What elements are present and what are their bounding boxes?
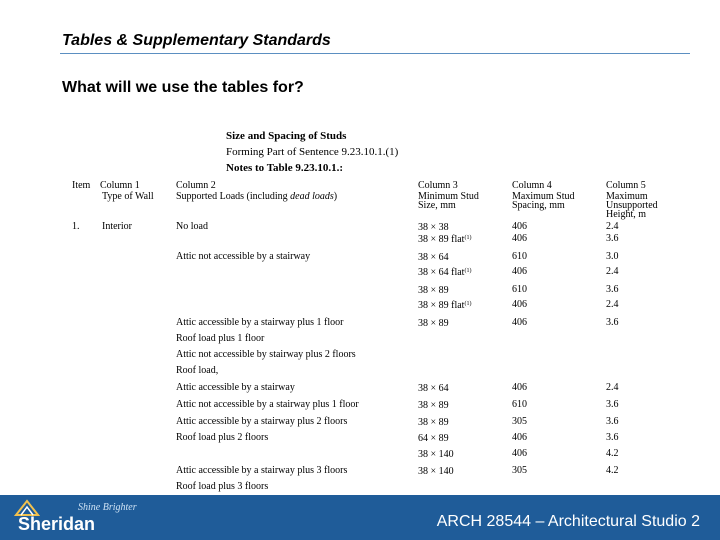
stud-spacing-cell: 610: [512, 251, 527, 262]
stud-size-cell: 38 × 89: [418, 285, 449, 296]
stud-height-cell: 3.6: [606, 416, 619, 427]
header-col3-unit: Size, mm: [418, 200, 456, 211]
stud-height-cell: 2.4: [606, 382, 619, 393]
stud-spacing-cell: 406: [512, 432, 527, 443]
load-cell: Attic not accessible by a stairway: [176, 251, 311, 262]
stud-spacing-cell: 610: [512, 399, 527, 410]
load-cell: Attic accessible by a stairway plus 2 floors: [176, 416, 348, 427]
stud-height-cell: 2.4: [606, 299, 619, 310]
load-cell: Attic accessible by a stairway plus 3 floors: [176, 465, 348, 476]
stud-size-cell: 38 × 89: [418, 417, 449, 428]
stud-size-cell: 38 × 89 flat$^{(1)}$: [418, 234, 472, 245]
stud-height-cell: 3.6: [606, 317, 619, 328]
header-col5-unit: Height, m: [606, 209, 646, 220]
load-cell: Attic accessible by a stairway plus 1 floor: [176, 317, 344, 328]
stud-spacing-cell: 406: [512, 299, 527, 310]
stud-height-cell: 3.6: [606, 399, 619, 410]
load-cell: Roof load plus 1 floor: [176, 333, 265, 344]
stud-size-cell: 64 × 89: [418, 433, 449, 444]
stud-size-cell: 38 × 140: [418, 449, 454, 460]
stud-spacing-cell: 406: [512, 221, 527, 232]
header-item: Item: [72, 180, 91, 191]
load-cell: Roof load,: [176, 365, 219, 376]
load-cell: Attic not accessible by stairway plus 2 floors: [176, 349, 356, 360]
header-col1-label: Type of Wall: [102, 191, 154, 202]
title-divider: [60, 53, 690, 54]
stud-spacing-cell: 305: [512, 465, 527, 476]
table-caption-title: Size and Spacing of Studs: [226, 130, 347, 142]
stud-size-cell: 38 × 89: [418, 400, 449, 411]
brand-tagline: Shine Brighter: [78, 502, 137, 513]
stud-size-cell: 38 × 89 flat$^{(1)}$: [418, 300, 472, 311]
slide-question: What will we use the tables for?: [62, 79, 304, 96]
header-col1-title: Column 1: [100, 180, 140, 191]
course-title: ARCH 28544 – Architectural Studio 2: [436, 513, 700, 530]
stud-size-cell: 38 × 64: [418, 383, 449, 394]
header-col4-unit: Spacing, mm: [512, 200, 565, 211]
stud-height-cell: 4.2: [606, 448, 619, 459]
stud-spacing-cell: 406: [512, 317, 527, 328]
header-col2-title: Column 2: [176, 180, 216, 191]
header-col4-label: Maximum Stud: [512, 191, 575, 202]
header-col5-title: Column 5: [606, 180, 646, 191]
item-number: 1.: [72, 221, 80, 232]
stud-height-cell: 3.0: [606, 251, 619, 262]
wall-type: Interior: [102, 221, 132, 232]
stud-spacing-cell: 406: [512, 233, 527, 244]
stud-spacing-cell: 406: [512, 448, 527, 459]
header-col3-title: Column 3: [418, 180, 458, 191]
stud-spacing-cell: 406: [512, 266, 527, 277]
stud-height-cell: 3.6: [606, 233, 619, 244]
table-caption-notes: Notes to Table 9.23.10.1.:: [226, 162, 344, 174]
stud-height-cell: 2.4: [606, 221, 619, 232]
stud-height-cell: 3.6: [606, 284, 619, 295]
brand-name: Sheridan: [18, 514, 96, 534]
stud-size-cell: 38 × 64: [418, 252, 449, 263]
stud-size-cell: 38 × 38: [418, 222, 449, 233]
load-cell: Roof load plus 2 floors: [176, 432, 269, 443]
stud-size-cell: 38 × 89: [418, 318, 449, 329]
load-cell: Attic not accessible by a stairway plus 1 floor: [176, 399, 359, 410]
stud-spacing-cell: 610: [512, 284, 527, 295]
header-col3-label: Minimum Stud: [418, 191, 479, 202]
stud-height-cell: 3.6: [606, 432, 619, 443]
table-caption-reference: Forming Part of Sentence 9.23.10.1.(1): [226, 146, 399, 158]
slide-title: Tables & Supplementary Standards: [62, 32, 331, 49]
header-col2-label: Supported Loads (including dead loads): [176, 191, 338, 202]
load-cell: Attic accessible by a stairway: [176, 382, 295, 393]
load-cell: Roof load plus 3 floors: [176, 481, 269, 492]
stud-spacing-cell: 305: [512, 416, 527, 427]
stud-height-cell: 2.4: [606, 266, 619, 277]
header-col5-label: Maximum: [606, 191, 648, 202]
stud-spacing-cell: 406: [512, 382, 527, 393]
stud-size-cell: 38 × 140: [418, 466, 454, 477]
load-cell: No load: [176, 221, 208, 232]
stud-size-cell: 38 × 64 flat$^{(1)}$: [418, 267, 472, 278]
stud-height-cell: 4.2: [606, 465, 619, 476]
header-col5-label-2: Unsupported: [606, 200, 658, 211]
header-col4-title: Column 4: [512, 180, 552, 191]
